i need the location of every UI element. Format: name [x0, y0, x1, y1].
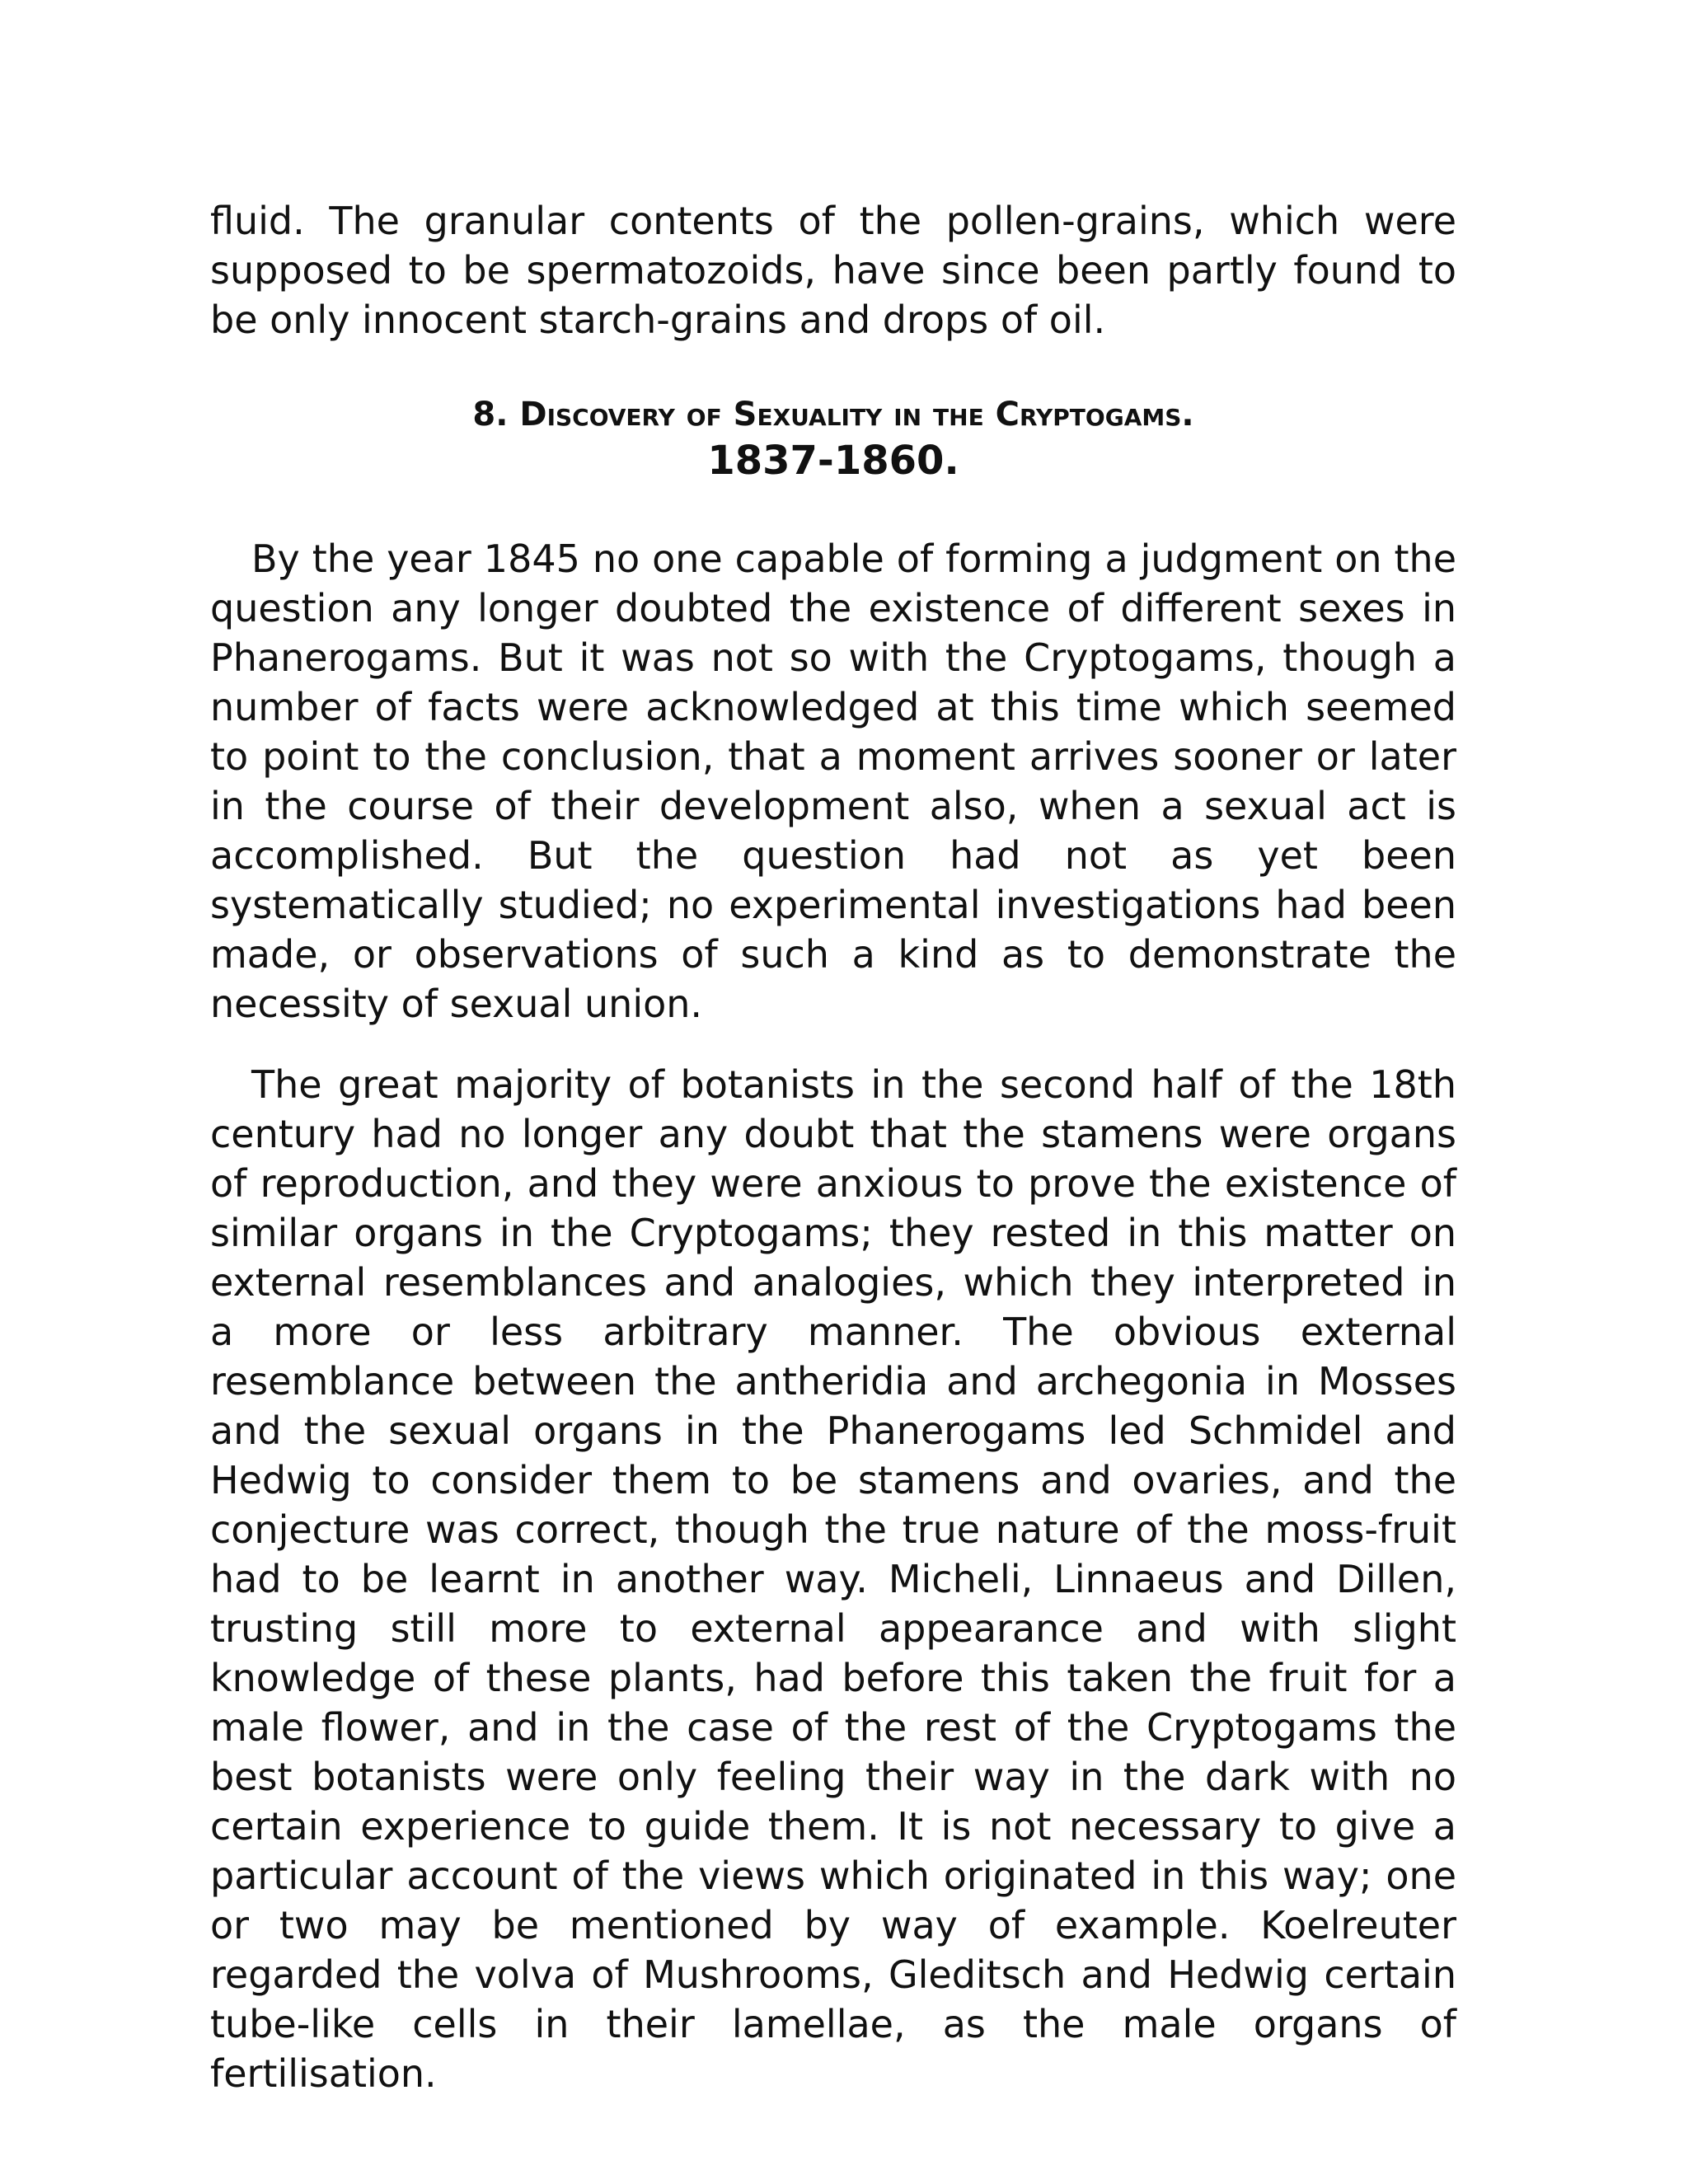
continuation-paragraph: fluid. The granular contents of the pollen-grains, which were supposed to be spermatozoids, have since been partly found to be only innocent starch-grains and drops of oil. [210, 199, 1456, 342]
section-years: 1837-1860. [707, 438, 959, 484]
section-title: 8. Discovery of Sexuality in the Cryptogams. [472, 396, 1194, 434]
body-paragraph-2: The great majority of botanists in the second half of the 18th century had no longer any doubt that the stamens were organs of reproduction, and they were anxious to prove the existence of similar organs in the Cryptogams; they rested in this matter on external resemblances and analogies, which they interpreted in a more or less arbitrary manner. The obvious external resemblance between the antheridia and archegonia in Mosses and the sexual organs in the Phanerogams led Schmidel and Hedwig to consider them to be stamens and ovaries, and the conjecture was correct, though the true nature of the moss-fruit had to be learnt in another way. Micheli, Linnaeus and Dillen, trusting still more to external appearance and with slight knowledge of these plants, had before this taken the fruit for a male flower, and in the case of the rest of the Cryptogams the best botanists were only feeling their way in the dark with no certain experience to guide them. It is not necessary to give a particular account of the views which originated in this way; one or two may be mentioned by way of example. Koelreuter regarded the volva of Mushrooms, Gleditsch and Hedwig certain tube-like cells in their lamellae, as the male organs of fertilisation. [210, 1062, 1456, 2096]
body-paragraph-1: By the year 1845 no one capable of forming a judgment on the question any longer doubted the existence of different sexes in Phanerogams. But it was not so with the Cryptogams, though a number of facts were acknowledged at this time which seemed to point to the conclusion, that a moment arrives sooner or later in the course of their development also, when a sexual act is accomplished. But the question had not as yet been systematically studied; no experimental investigations had been made, or observations of such a kind as to demonstrate the necessity of sexual union. [210, 537, 1456, 1026]
document-page [210, 196, 1456, 2098]
